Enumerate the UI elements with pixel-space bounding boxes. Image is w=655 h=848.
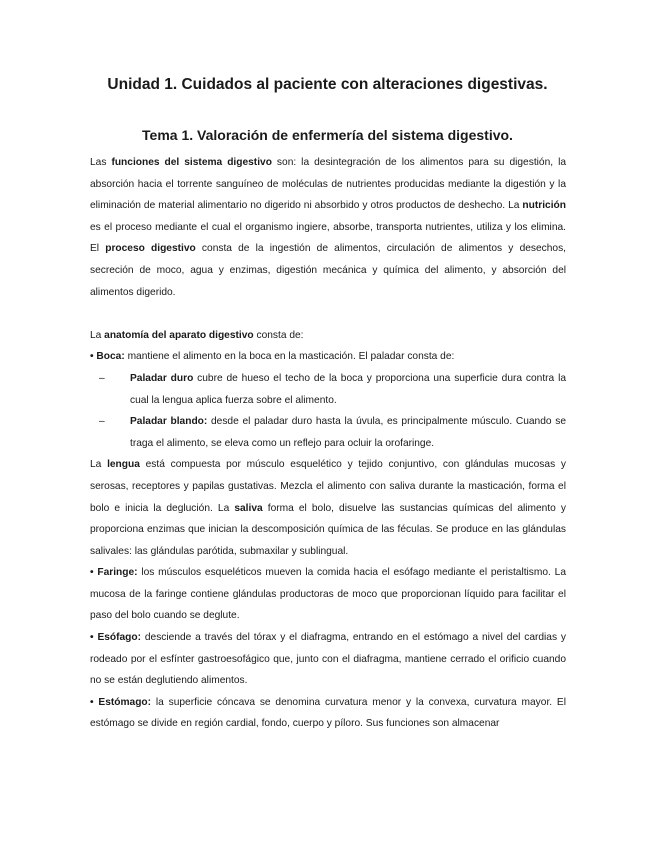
intro-text-2: son: la desintegración de los alimentos para su digestión, la absorción hacia el torrente sanguíneo de moléculas de nutrientes producidas mediante la digestión y la eliminación de material alimentario no digerido ni absorbido y otros productos de deshecho. La: [90, 157, 566, 212]
lengua-text-2: está compuesta por músculo esquelético y tejido conjuntivo, con glándulas mucosas y serosas, receptores y papilas gustativas. Mezcla el alimento con saliva durante la masticación, forma el bolo e inicia la deglución. La: [90, 459, 566, 514]
faringe-term: Faringe:: [97, 567, 138, 579]
bullet-marker: •: [90, 696, 94, 708]
unit-title: Unidad 1. Cuidados al paciente con alteraciones digestivas.: [107, 76, 548, 93]
lengua-text-3: forma el bolo, disuelve las sustancias químicas del alimento y proporciona enzimas que inician la descomposición química de las féculas. Se produce en las glándulas salivales: las glándulas parótida, submaxilar y sublingual.: [90, 502, 566, 557]
lengua-paragraph: [90, 454, 566, 562]
intro-bold-2: nutrición: [522, 200, 566, 212]
paladar-blando-text: desde el paladar duro hasta la úvula, es principalmente músculo. Cuando se traga el alimento, se eleva como un reflejo para ocluir la orofaringe.: [130, 416, 566, 449]
bullet-marker: •: [90, 351, 94, 363]
lengua-term: lengua: [107, 459, 140, 471]
esofago-term: Esófago:: [97, 632, 142, 644]
paladar-blando-text-wrap: [130, 411, 566, 454]
intro-text-4: consta de la ingestión de alimentos, circulación de alimentos y desechos, secreción de moco, agua y enzimas, digestión mecánica y química del alimento, y absorción del alimentos digerido.: [90, 243, 567, 298]
paladar-duro-text-wrap: [130, 368, 566, 411]
anatomy-text-1: La: [90, 329, 105, 341]
paladar-duro-text: cubre de hueso el techo de la boca y proporciona una superficie dura contra la cual la lengua aplica fuerza sobre el alimento.: [130, 372, 566, 406]
bullet-marker: •: [90, 567, 94, 579]
intro-bold-3: proceso digestivo: [105, 243, 196, 255]
faringe-item: [90, 562, 566, 627]
estomago-text: la superficie cóncava se denomina curvatura menor y la convexa, curvatura mayor. El estómago se divide en región cardial, fondo, cuerpo y píloro. Sus funciones son almacenar: [90, 696, 566, 730]
boca-item: [90, 346, 566, 368]
estomago-term: Estómago:: [98, 696, 152, 708]
intro-bold-1: funciones del sistema digestivo: [111, 157, 272, 168]
anatomy-paragraph: [90, 325, 566, 347]
faringe-text: los músculos esqueléticos mueven la comida hacia el esófago mediante el peristaltismo. La mucosa de la faringe contiene glándulas productoras de moco que proporcionan líquido para facilitar el paso del bolo cuando se deglute.: [90, 567, 566, 622]
lengua-text-1: La: [90, 459, 108, 471]
paladar-blando-item: [90, 411, 566, 454]
anatomy-text-2: consta de:: [253, 329, 304, 341]
boca-term: Boca:: [96, 351, 125, 363]
intro-text-3: es el proceso mediante el cual el organismo ingiere, absorbe, transporta nutrientes, utiliza y los elimina. El: [90, 221, 566, 255]
boca-text: mantiene el alimento en la boca en la masticación. El paladar consta de:: [124, 351, 455, 363]
paragraph-gap: [90, 303, 566, 325]
paladar-duro-item: [90, 368, 566, 411]
intro-text-1: Las: [90, 157, 112, 168]
paladar-blando-term: Paladar blando:: [130, 416, 208, 428]
dash-marker: –: [99, 372, 105, 384]
paladar-duro-term: Paladar duro: [130, 372, 194, 384]
estomago-item: [90, 692, 566, 735]
esofago-item: [90, 627, 566, 692]
esofago-text: desciende a través del tórax y el diafragma, entrando en el estómago a nivel del cardias y rodeado por el esfínter gastroesofágico que, junto con el diafragma, mantiene cerrado el orificio cuando no se están deglutiendo alimentos.: [90, 632, 567, 687]
bullet-marker: •: [90, 632, 94, 644]
document-body: [90, 152, 566, 735]
saliva-term: saliva: [234, 502, 263, 514]
intro-paragraph: [90, 152, 566, 303]
dash-marker: –: [99, 416, 105, 428]
anatomy-bold-1: anatomía del aparato digestivo: [104, 329, 254, 341]
topic-title: Tema 1. Valoración de enfermería del sistema digestivo.: [142, 127, 513, 143]
